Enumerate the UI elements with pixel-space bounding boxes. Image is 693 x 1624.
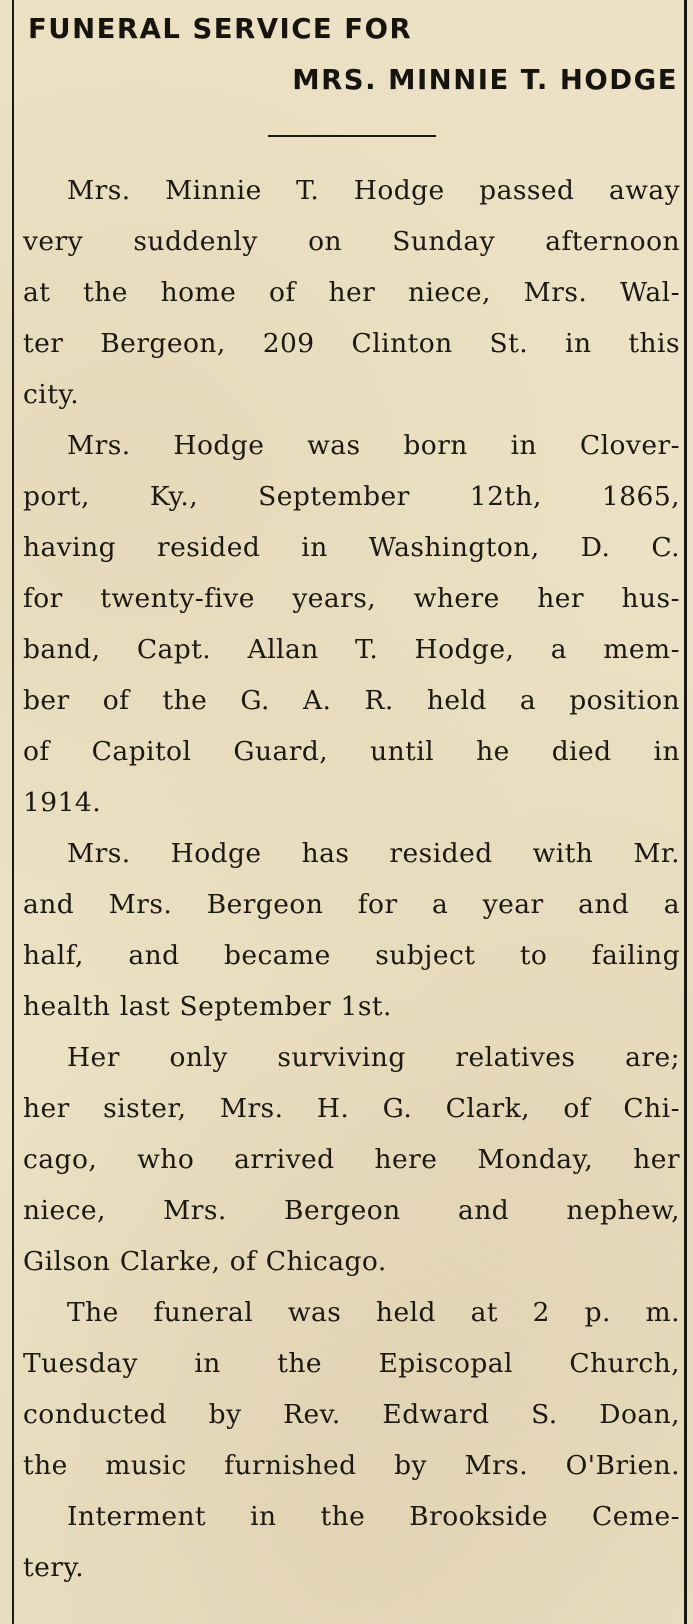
paragraph-1 bbox=[23, 165, 680, 420]
paragraph-line: band, Capt. Allan T. Hodge, a mem- bbox=[23, 634, 680, 665]
paragraph-line: Her only surviving relatives are; bbox=[67, 1042, 680, 1073]
headline-line-2: MRS. MINNIE T. HODGE bbox=[292, 64, 678, 96]
article-body bbox=[23, 165, 680, 1593]
paragraph-line: health last September 1st. bbox=[23, 991, 392, 1022]
paragraph-line: 1914. bbox=[23, 787, 102, 818]
paragraph-line: tery. bbox=[23, 1552, 85, 1583]
paragraph-line: niece, Mrs. Bergeon and nephew, bbox=[23, 1195, 680, 1226]
paragraph-line: and Mrs. Bergeon for a year and a bbox=[23, 889, 680, 920]
paragraph-line: The funeral was held at 2 p. m. bbox=[67, 1297, 680, 1328]
paragraph-line: port, Ky., September 12th, 1865, bbox=[23, 481, 680, 512]
paragraph-line: of Capitol Guard, until he died in bbox=[23, 736, 680, 767]
paragraph-line: conducted by Rev. Edward S. Doan, bbox=[23, 1399, 680, 1430]
paragraph-line: half, and became subject to failing bbox=[23, 940, 680, 971]
paragraph-line: cago, who arrived here Monday, her bbox=[23, 1144, 680, 1175]
paragraph-2 bbox=[23, 420, 680, 828]
paragraph-line: at the home of her niece, Mrs. Wal- bbox=[23, 277, 680, 308]
paragraph-line: Mrs. Hodge was born in Clover- bbox=[67, 430, 680, 461]
paragraph-line: ter Bergeon, 209 Clinton St. in this bbox=[23, 328, 680, 359]
headline-line-1: FUNERAL SERVICE FOR bbox=[28, 13, 413, 45]
paragraph-line: Mrs. Minnie T. Hodge passed away bbox=[67, 175, 680, 206]
headline-divider bbox=[268, 135, 436, 137]
paragraph-line: Gilson Clarke, of Chicago. bbox=[23, 1246, 387, 1277]
paragraph-4 bbox=[23, 1032, 680, 1287]
paragraph-line: city. bbox=[23, 379, 80, 410]
right-column-rule bbox=[684, 0, 687, 1624]
paragraph-line: the music furnished by Mrs. O'Brien. bbox=[23, 1450, 680, 1481]
paragraph-3 bbox=[23, 828, 680, 1032]
paragraph-line: Interment in the Brookside Ceme- bbox=[67, 1501, 680, 1532]
left-column-rule bbox=[12, 0, 14, 1624]
paragraph-line: very suddenly on Sunday afternoon bbox=[23, 226, 680, 257]
paragraph-line: her sister, Mrs. H. G. Clark, of Chi- bbox=[23, 1093, 680, 1124]
paragraph-6 bbox=[23, 1491, 680, 1593]
paragraph-line: Tuesday in the Episcopal Church, bbox=[23, 1348, 680, 1379]
paragraph-line: Mrs. Hodge has resided with Mr. bbox=[67, 838, 680, 869]
paragraph-line: ber of the G. A. R. held a position bbox=[23, 685, 680, 716]
paragraph-5 bbox=[23, 1287, 680, 1491]
paragraph-line: having resided in Washington, D. C. bbox=[23, 532, 680, 563]
paragraph-line: for twenty-five years, where her hus- bbox=[23, 583, 680, 614]
